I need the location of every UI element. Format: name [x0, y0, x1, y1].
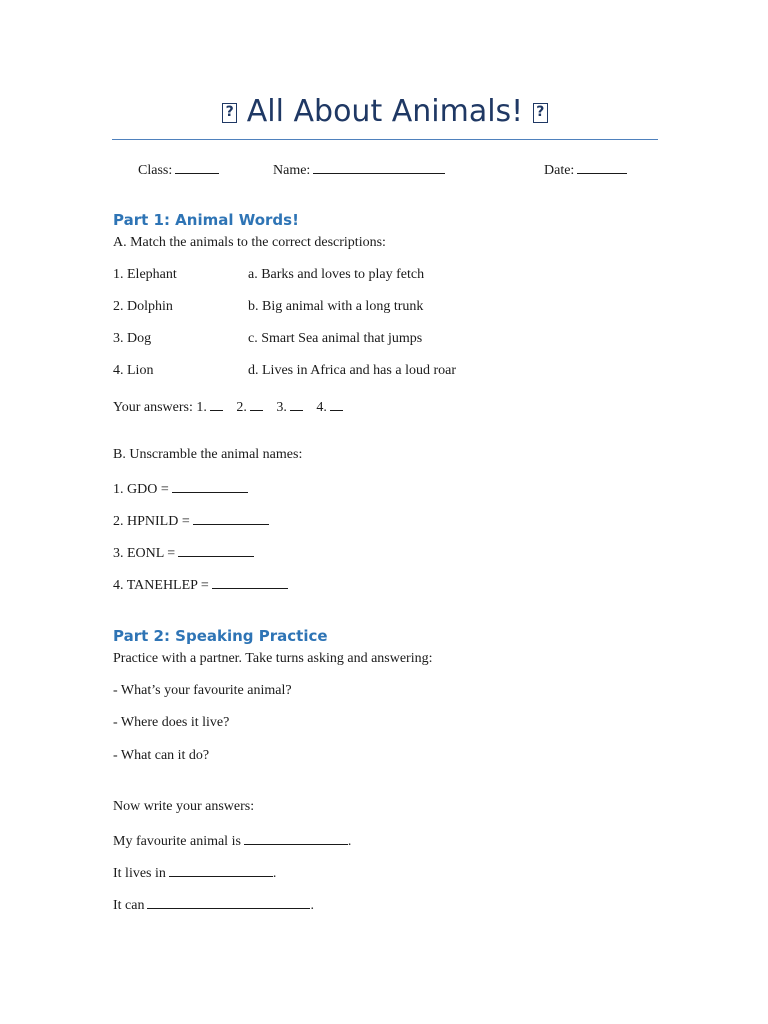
animal-item: 4. Lion	[113, 363, 154, 378]
unscramble-item	[113, 479, 248, 498]
unscramble-item	[113, 575, 288, 594]
worksheet-title	[112, 92, 658, 132]
answer-number: 1.	[196, 400, 207, 415]
sentence-blank	[244, 831, 348, 845]
description-item: c. Smart Sea animal that jumps	[248, 331, 423, 346]
sentence-text: It lives in	[113, 866, 166, 881]
name-blank	[313, 160, 445, 174]
class-field	[138, 160, 219, 179]
title-text: All About Animals!	[246, 94, 524, 129]
animal-item: 1. Elephant	[113, 267, 177, 282]
sentence-period: .	[310, 898, 314, 913]
unscramble-blank	[212, 575, 288, 589]
answers-row	[113, 397, 343, 416]
description-item: d. Lives in Africa and has a loud roar	[248, 363, 456, 378]
answer-number: 3.	[276, 400, 287, 415]
title-underline	[112, 139, 658, 140]
part2-heading: Part 2: Speaking Practice	[113, 627, 328, 645]
missing-glyph-icon	[533, 103, 548, 123]
answer-blank	[330, 397, 343, 411]
description-item: b. Big animal with a long trunk	[248, 299, 424, 314]
unscramble-blank	[178, 543, 254, 557]
date-blank	[577, 160, 627, 174]
answer-number: 4.	[316, 400, 327, 415]
unscramble-word: 4. TANEHLEP =	[113, 578, 209, 593]
write-prompt: Now write your answers:	[113, 799, 255, 814]
answer-sentence	[113, 863, 276, 882]
answer-sentence	[113, 895, 314, 914]
sentence-text: It can	[113, 898, 145, 913]
question-item: - Where does it live?	[113, 715, 230, 730]
date-label: Date:	[544, 163, 575, 178]
answers-label: Your answers:	[113, 400, 193, 415]
missing-glyph-icon	[222, 103, 237, 123]
name-field	[273, 160, 445, 179]
sentence-text: My favourite animal is	[113, 834, 241, 849]
description-item: a. Barks and loves to play fetch	[248, 267, 425, 282]
unscramble-item	[113, 543, 254, 562]
date-field	[544, 160, 627, 179]
sentence-blank	[147, 895, 310, 909]
class-label: Class:	[138, 163, 173, 178]
part1-heading: Part 1: Animal Words!	[113, 211, 299, 229]
unscramble-blank	[193, 511, 269, 525]
unscramble-word: 1. GDO =	[113, 482, 169, 497]
unscramble-instruction: B. Unscramble the animal names:	[113, 447, 303, 462]
class-blank	[175, 160, 219, 174]
unscramble-word: 2. HPNILD =	[113, 514, 190, 529]
answer-number: 2.	[236, 400, 247, 415]
animal-item: 2. Dolphin	[113, 299, 173, 314]
match-instruction: A. Match the animals to the correct descriptions:	[113, 235, 386, 250]
sentence-period: .	[272, 866, 277, 881]
unscramble-item	[113, 511, 269, 530]
animal-item: 3. Dog	[113, 331, 152, 346]
speaking-instruction: Practice with a partner. Take turns asking and answering:	[113, 651, 433, 666]
question-item: - What can it do?	[113, 748, 210, 763]
answer-blank	[290, 397, 303, 411]
name-label: Name:	[273, 163, 311, 178]
sentence-period: .	[347, 834, 352, 849]
sentence-blank	[169, 863, 273, 877]
unscramble-word: 3. EONL =	[113, 546, 176, 561]
answer-blank	[210, 397, 223, 411]
answer-sentence	[113, 831, 351, 850]
unscramble-blank	[172, 479, 248, 493]
answer-blank	[250, 397, 263, 411]
question-item: - What’s your favourite animal?	[113, 683, 292, 698]
